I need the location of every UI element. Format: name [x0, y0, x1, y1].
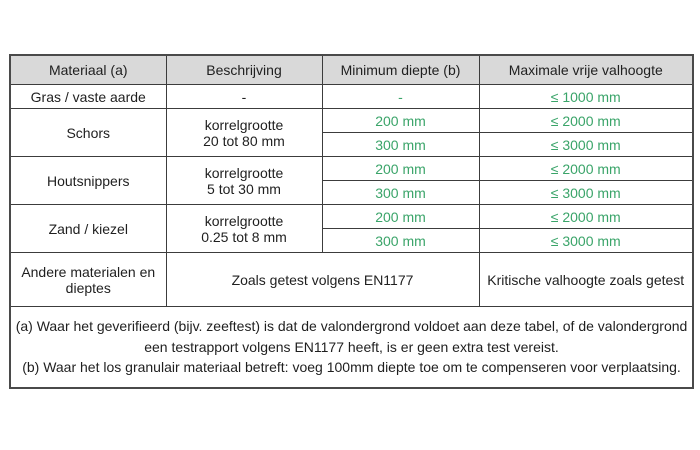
- header-materiaal: Materiaal (a): [10, 55, 166, 85]
- description-line2: 20 tot 80 mm: [203, 132, 285, 149]
- cell-material-gras: Gras / vaste aarde: [10, 85, 166, 109]
- header-minimum-diepte: Minimum diepte (b): [322, 55, 479, 85]
- description-line1: korrelgrootte: [204, 212, 284, 229]
- cell-min-diepte-zand-1: 200 mm: [322, 205, 479, 229]
- cell-max-valhoogte-gras: ≤ 1000 mm: [479, 85, 693, 109]
- cell-description-houtsnippers: [166, 157, 322, 205]
- cell-description-gras: -: [166, 85, 322, 109]
- cell-description-schors: [166, 109, 322, 157]
- footnote-b: (b) Waar het los granulair materiaal betreft: voeg 100mm diepte toe om te compenseren voor verplaatsing.: [22, 359, 681, 376]
- row-andere-materialen: [10, 253, 693, 307]
- footnote-a: (a) Waar het geverifieerd (bijv. zeeftest) is dat de valondergrond voldoet aan deze tabel, of de valondergrond een testrapport volgens EN1177 heeft, is er geen extra test vereist.: [15, 318, 688, 355]
- cell-max-valhoogte-houtsnippers-2: ≤ 3000 mm: [479, 181, 693, 205]
- cell-min-diepte-schors-1: 200 mm: [322, 109, 479, 133]
- cell-material-houtsnippers: Houtsnippers: [10, 157, 166, 205]
- cell-max-valhoogte-zand-1: ≤ 2000 mm: [479, 205, 693, 229]
- row-zand-1: [10, 205, 693, 229]
- cell-material-andere: Andere materialen en dieptes: [10, 253, 166, 307]
- description-line2: 0.25 tot 8 mm: [201, 228, 287, 245]
- description-line1: korrelgrootte: [204, 116, 284, 133]
- table-header-row: [10, 55, 693, 85]
- cell-max-valhoogte-zand-2: ≤ 3000 mm: [479, 229, 693, 253]
- cell-max-valhoogte-schors-1: ≤ 2000 mm: [479, 109, 693, 133]
- description-line1: korrelgrootte: [204, 164, 284, 181]
- description-line2: 5 tot 30 mm: [207, 180, 281, 197]
- cell-min-diepte-zand-2: 300 mm: [322, 229, 479, 253]
- header-beschrijving: Beschrijving: [166, 55, 322, 85]
- cell-min-diepte-schors-2: 300 mm: [322, 133, 479, 157]
- cell-min-diepte-houtsnippers-1: 200 mm: [322, 157, 479, 181]
- cell-material-schors: Schors: [10, 109, 166, 157]
- header-maximale-vrije-valhoogte: Maximale vrije valhoogte: [479, 55, 693, 85]
- cell-description-andere: Zoals getest volgens EN1177: [166, 253, 479, 307]
- row-gras: [10, 85, 693, 109]
- footnotes-cell: [10, 307, 693, 389]
- cell-min-diepte-gras: -: [322, 85, 479, 109]
- cell-max-valhoogte-andere: Kritische valhoogte zoals getest: [479, 253, 693, 307]
- cell-max-valhoogte-schors-2: ≤ 3000 mm: [479, 133, 693, 157]
- cell-max-valhoogte-houtsnippers-1: ≤ 2000 mm: [479, 157, 693, 181]
- impact-attenuation-table: [9, 54, 694, 389]
- cell-min-diepte-houtsnippers-2: 300 mm: [322, 181, 479, 205]
- row-footnotes: [10, 307, 693, 389]
- cell-description-zand: [166, 205, 322, 253]
- cell-material-zand: Zand / kiezel: [10, 205, 166, 253]
- row-houtsnippers-1: [10, 157, 693, 181]
- row-schors-1: [10, 109, 693, 133]
